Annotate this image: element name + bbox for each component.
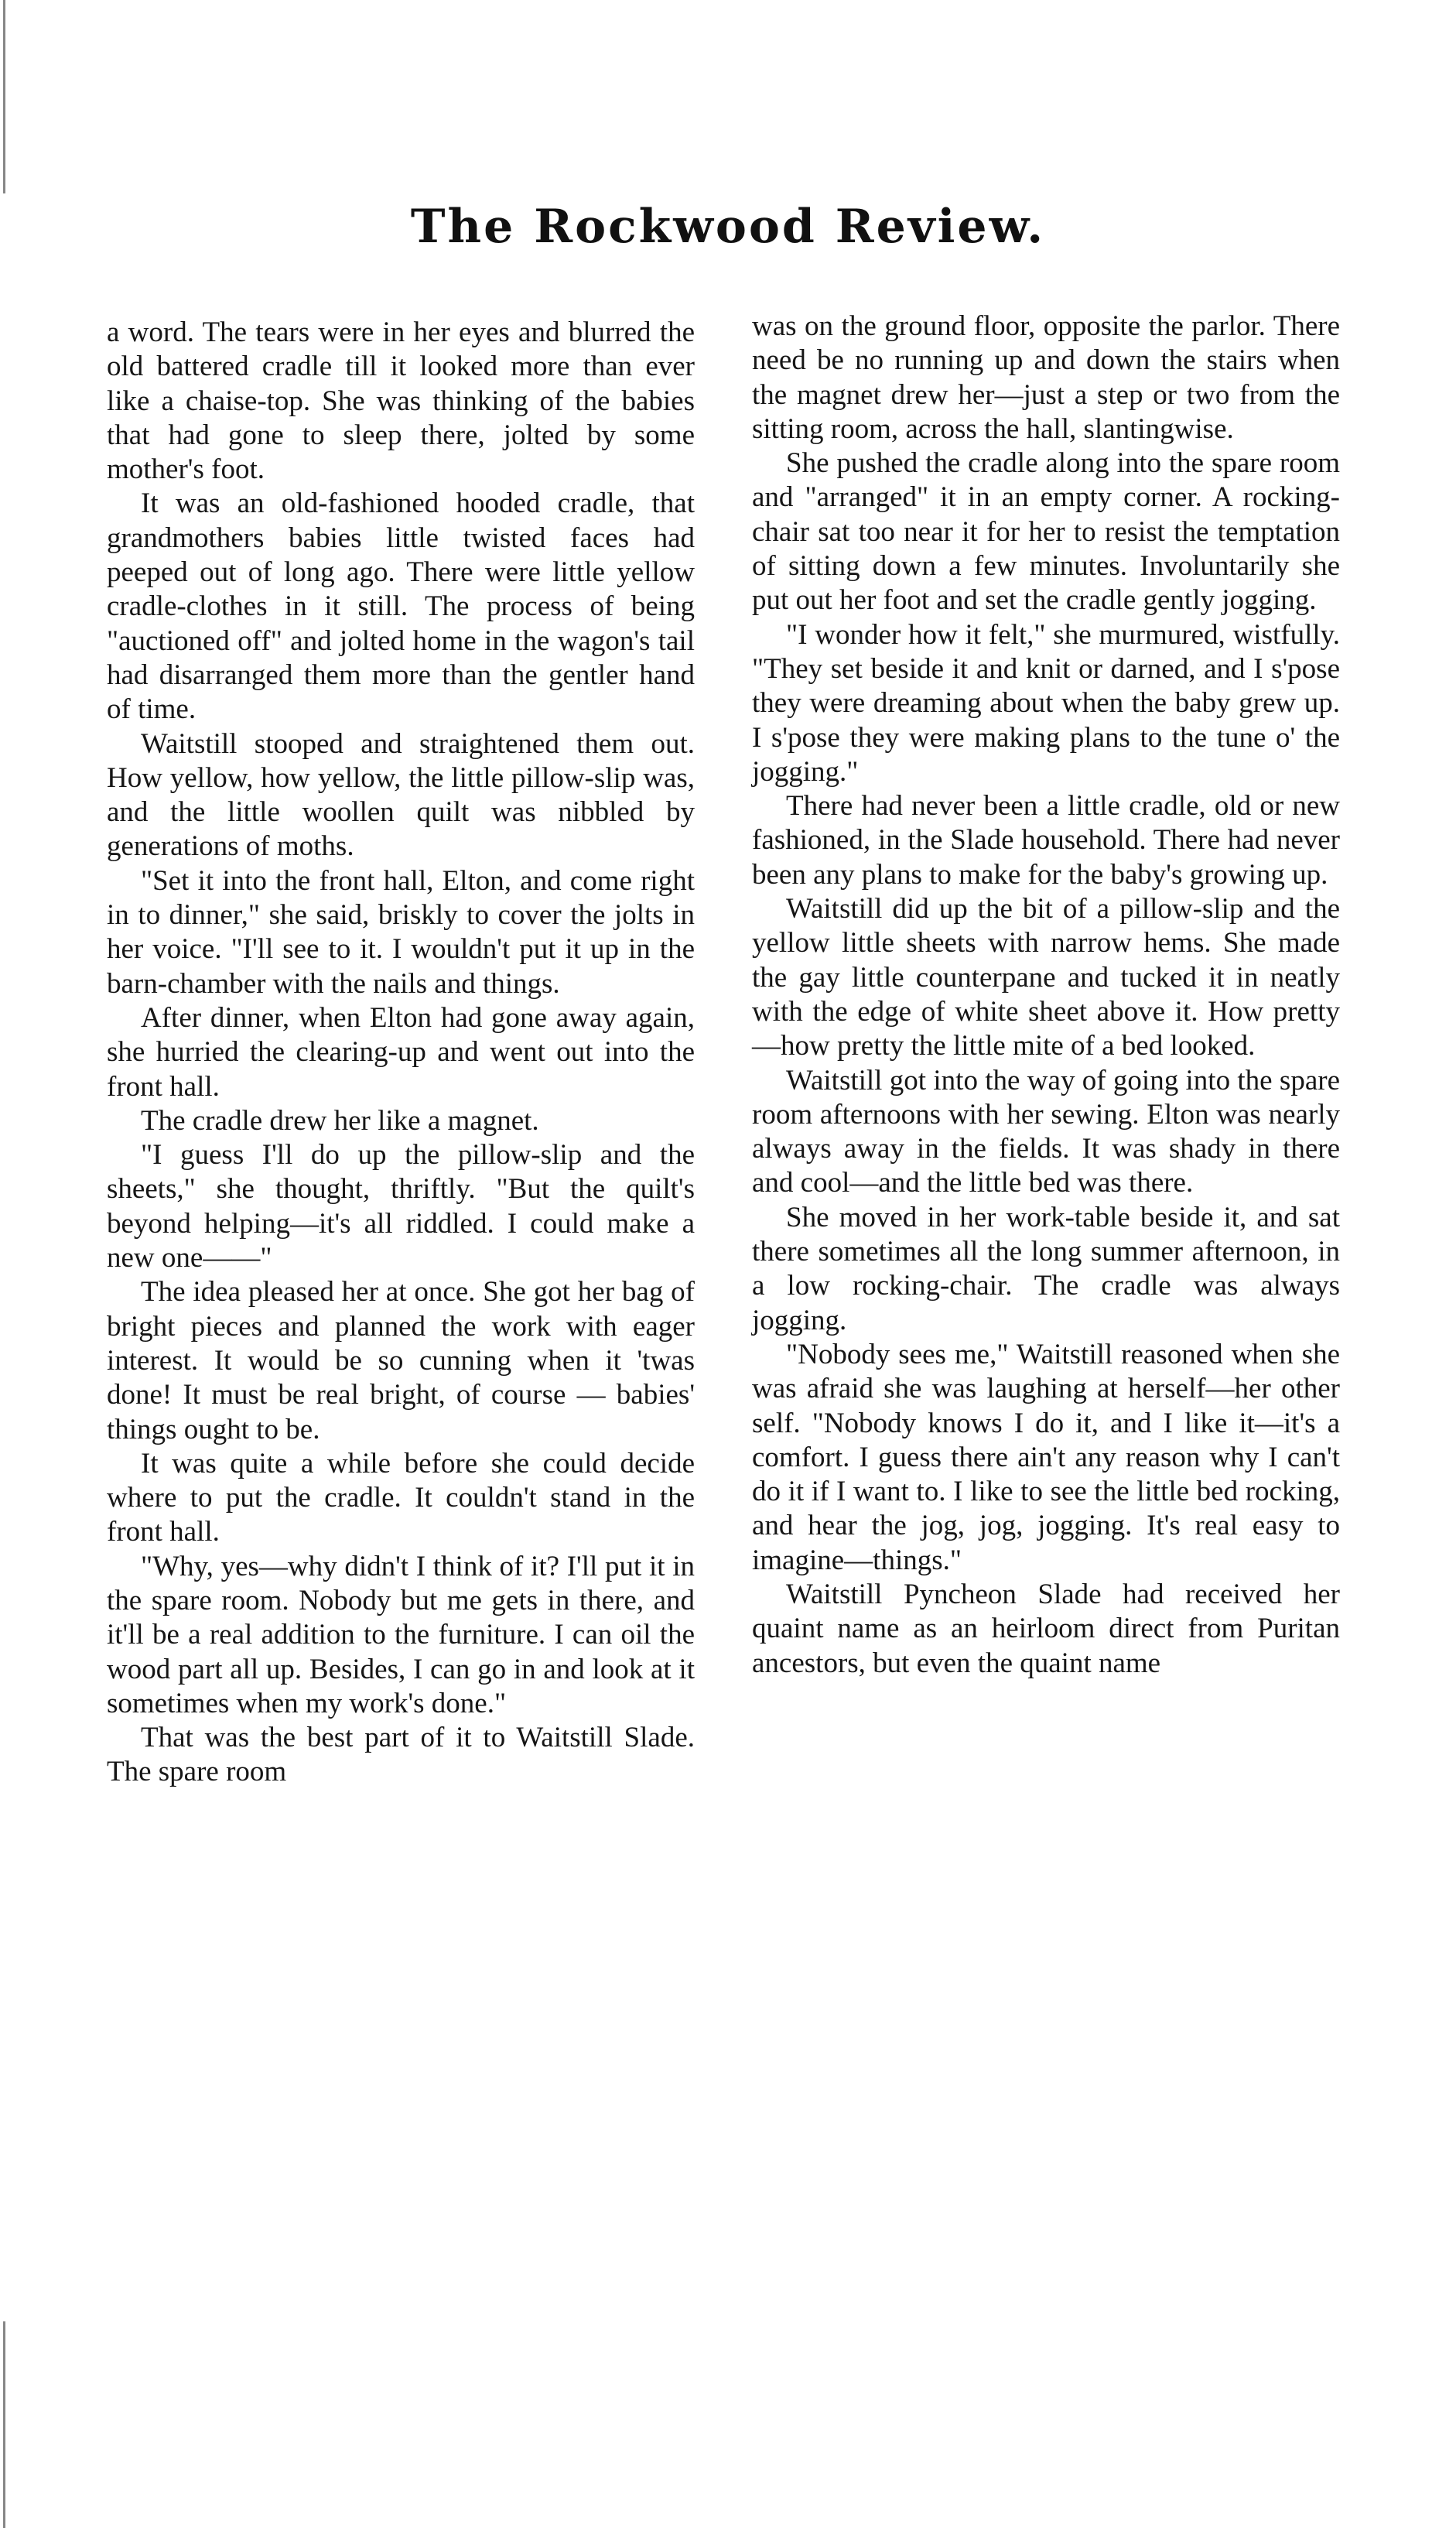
article-paragraph: She pushed the cradle along into the spare room and "arranged" it in an empty corner. A rocking-chair sat too near it for her to resist the temptation of sitting down a few minutes. Involuntarily she put out her foot and set the cradle gently jogging. — [752, 447, 1340, 617]
scan-edge-mark-bottom — [3, 2321, 5, 2528]
article-paragraph: The cradle drew her like a magnet. — [141, 1104, 539, 1137]
article-paragraph: She moved in her work-table beside it, and sat there sometimes all the long summer afternoon, in a low rocking-chair. The cradle was always jogging. — [752, 1201, 1340, 1336]
masthead-title: The Rockwood Review. — [410, 200, 1046, 254]
article-paragraph: "Why, yes—why didn't I think of it? I'll put it in the spare room. Nobody but me gets in there, and it'll be a real addition to the furniture. I can oil the wood part all up. Besides, I can go in and look at it sometimes when my work's done." — [107, 1550, 695, 1719]
article-paragraph: It was quite a while before she could decide where to put the cradle. It couldn't stand in the front hall. — [107, 1447, 695, 1548]
scan-edge-mark-top — [3, 0, 5, 193]
article-paragraph: "I wonder how it felt," she murmured, wistfully. "They set beside it and knit or darned, and I s'pose they were dreaming about when the baby grew up. I s'pose they were making plans to the tune o' the jogging." — [752, 618, 1340, 788]
article-paragraph: There had never been a little cradle, old or new fashioned, in the Slade household. There had never been any plans to make for the baby's growing up. — [752, 790, 1340, 891]
article-paragraph: Waitstill stooped and straightened them out. How yellow, how yellow, the little pillow-slip was, and the little woollen quilt was nibbled by generations of moths. — [107, 727, 695, 863]
article-paragraph: Waitstill got into the way of going into the spare room afternoons with her sewing. Elton was nearly always away in the fields. It was shady in there and cool—and the little bed was there. — [752, 1064, 1340, 1199]
article-paragraph: a word. The tears were in her eyes and blurred the old battered cradle till it looked more than ever like a chaise-top. She was thinking of the babies that had gone to sleep there, jolted by some mother's foot. — [107, 316, 695, 486]
article-paragraph: Waitstill did up the bit of a pillow-slip and the yellow little sheets with narrow hems. She made the gay little counterpane and tucked it in neatly with the edge of white sheet above it. How pretty—how pretty the little mite of a bed looked. — [752, 893, 1340, 1062]
article-column-right — [752, 310, 1340, 1681]
article-paragraph: "I guess I'll do up the pillow-slip and the sheets," she thought, thriftly. "But the quilt's beyond helping—it's all riddled. I could make a new one——" — [107, 1139, 695, 1274]
article-column-left — [107, 316, 695, 1790]
article-paragraph: was on the ground floor, opposite the parlor. There need be no running up and down the stairs when the magnet drew her—just a step or two from the sitting room, across the hall, slantingwise. — [752, 310, 1340, 445]
article-paragraph: Waitstill Pyncheon Slade had received her quaint name as an heirloom direct from Puritan ancestors, but even the quaint name — [752, 1578, 1340, 1679]
article-paragraph: "Set it into the front hall, Elton, and come right in to dinner," she said, briskly to cover the jolts in her voice. "I'll see to it. I wouldn't put it up in the barn-chamber with the nails and things. — [107, 864, 695, 1000]
article-paragraph: That was the best part of it to Waitstill Slade. The spare room — [107, 1722, 695, 1788]
article-paragraph: It was an old-fashioned hooded cradle, that grandmothers babies little twisted faces had peeped out of long ago. There were little yellow cradle-clothes in it still. The process of being "auctioned off" and jolted home in the wagon's tail had disarranged them more than the gentler hand of time. — [107, 487, 695, 726]
article-paragraph: After dinner, when Elton had gone away again, she hurried the clearing-up and went out into the front hall. — [107, 1001, 695, 1103]
article-paragraph: The idea pleased her at once. She got her bag of bright pieces and planned the work with eager interest. It would be so cunning when it 'twas done! It must be real bright, of course — babies' things ought to be. — [107, 1276, 695, 1445]
article-paragraph: "Nobody sees me," Waitstill reasoned when she was afraid she was laughing at herself—her other self. "Nobody knows I do it, and I like it—it's a comfort. I guess there ain't any reason why I can't do it if I want to. I like to see the little bed rocking, and hear the jog, jog, jogging. It's real easy to imagine—things." — [752, 1338, 1340, 1576]
